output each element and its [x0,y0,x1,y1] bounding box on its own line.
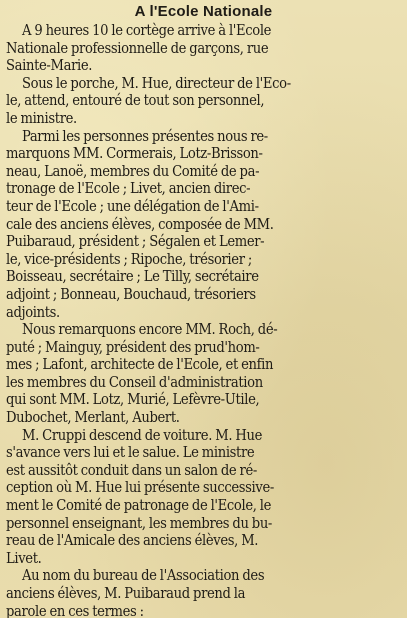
paragraph-3 [6,128,401,322]
text-line: Dubochet, Merlant, Aubert. [6,409,180,427]
text-line: s'avance vers lui et le salue. Le ministre [6,444,255,462]
article-title: A l'Ecole Nationale [134,3,273,20]
text-line: personnel enseignant, les membres du bu- [6,514,273,532]
text-line: Puibaraud, président ; Ségalen et Lemer- [6,233,265,251]
paragraph-1 [6,22,401,75]
text-line: Au nom du bureau de l'Association des [22,567,265,585]
text-line: Livet. [6,549,42,567]
text-line: Boisseau, secrétaire ; Le Tilly, secrétaire [6,268,259,286]
paragraph-5 [6,427,401,568]
text-line: M. Cruppi descend de voiture. M. Hue [22,426,263,444]
text-line: le, attend, entouré de tout son personnel, [6,92,265,110]
paragraph-2 [6,75,401,128]
text-line: A 9 heures 10 le cortège arrive à l'Ecole [22,22,272,39]
text-line: mes ; Lafont, architecte de l'Ecole, et enfin [6,356,274,374]
text-line: adjoint ; Bonneau, Bouchaud, trésoriers [6,285,256,303]
text-line: tronage de l'Ecole ; Livet, ancien direc- [6,180,251,198]
text-line: marquons MM. Cormerais, Lotz-Brisson- [6,145,263,163]
text-line: Sous le porche, M. Hue, directeur de l'Eco- [22,74,291,92]
text-line: parole en ces termes : [6,602,144,618]
text-line: puté ; Mainguy, président des prud'hom- [6,338,260,356]
text-line: anciens élèves, M. Puibaraud prend la [6,585,246,602]
text-line: ment le Comité de patronage de l'Ecole, le [6,497,272,515]
text-line: Nationale professionnelle de garçons, rue [6,39,269,57]
text-line: neau, Lanoë, membres du Comité de pa- [6,162,260,180]
paragraph-6 [6,567,401,618]
text-line: les membres du Conseil d'administration [6,373,263,391]
text-line: Nous remarquons encore MM. Roch, dé- [22,321,278,339]
text-line: le, vice-présidents ; Ripoche, trésorier ; [6,250,252,268]
text-line: reau de l'Amicale des anciens élèves, M. [6,532,259,550]
text-line: cale des anciens élèves, composée de MM. [6,215,274,233]
paragraph-4 [6,321,401,427]
text-line: qui sont MM. Lotz, Murié, Lefèvre-Utile, [6,391,260,409]
text-line: adjoints. [6,303,60,321]
article-body [0,22,407,618]
text-line: Parmi les personnes présentes nous re- [22,127,268,145]
text-line: le ministre. [6,109,77,127]
text-line: est aussitôt conduit dans un salon de ré- [6,461,257,479]
text-line: teur de l'Ecole ; une délégation de l'Ami- [6,197,259,215]
text-line: Sainte-Marie. [6,57,93,75]
text-line: ception où M. Hue lui présente successive- [6,479,274,497]
